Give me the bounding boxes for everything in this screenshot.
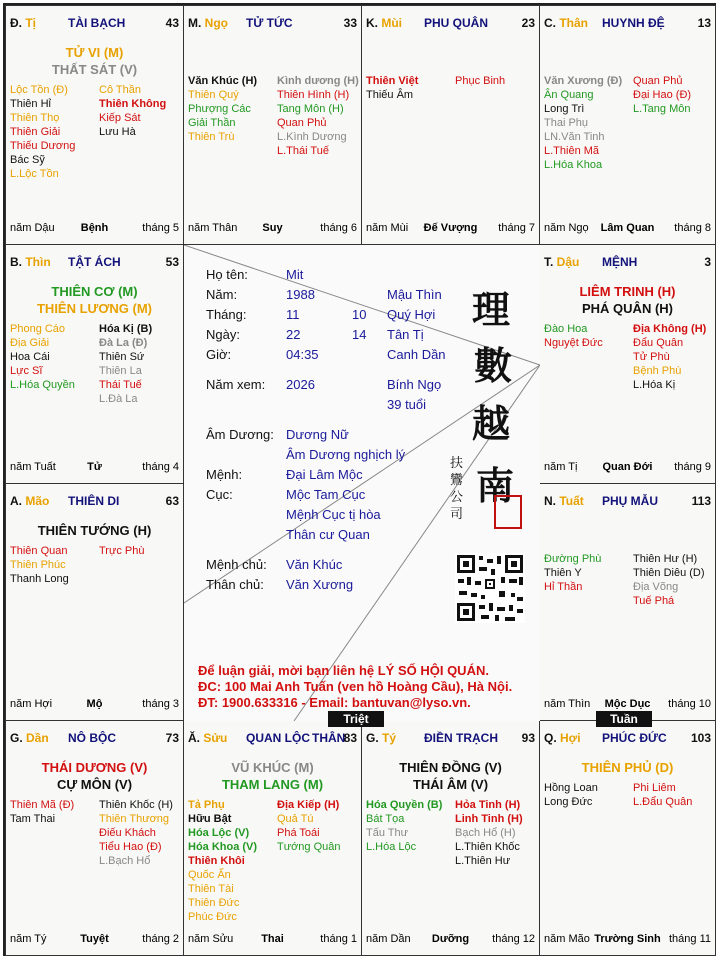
star-item: Thiếu Dương [10, 140, 76, 152]
star-item: Bác Sỹ [10, 154, 45, 166]
star-item: L.Bạch Hổ [99, 855, 151, 867]
stars-column-left [10, 544, 69, 586]
palace-year: năm Mùi [366, 222, 409, 234]
stars-column-right [633, 781, 692, 809]
palace-branch: Đ. Tị [10, 16, 37, 30]
star-item: Thiên Hỉ [10, 98, 51, 110]
palace-year: năm Tị [544, 461, 578, 473]
view-year-lunar: Bính Ngọ [387, 377, 442, 392]
name-label: Họ tên: [206, 267, 248, 282]
star-item: L.Thiên Khốc [455, 841, 520, 853]
star-item: Trực Phù [99, 545, 145, 557]
hour-value: 04:35 [286, 347, 319, 362]
palace-title: THIÊN DI [68, 494, 120, 508]
palace-footer [10, 698, 179, 712]
main-star: THAM LANG (M) [221, 777, 324, 792]
palace-branch: Ă. Sửu [188, 731, 228, 745]
palace-month: tháng 12 [492, 933, 535, 945]
qr-code-icon[interactable] [455, 553, 525, 623]
palace-footer [188, 222, 357, 236]
palace-stage: Tuyệt [80, 933, 109, 945]
palace-year: năm Thân [188, 222, 238, 234]
cuc-relation: Mệnh Cục tị hòa [286, 507, 381, 522]
than-chu-label: Thân chủ: [206, 577, 264, 592]
palace-mao[interactable] [5, 483, 184, 721]
palace-thin[interactable] [5, 244, 184, 484]
palace-year: năm Sửu [188, 933, 234, 945]
star-item: Thiên Thọ [10, 112, 60, 124]
triet-tag: Triệt [328, 711, 384, 727]
star-item: Tử Phù [633, 351, 670, 363]
palace-branch: G. Tý [366, 731, 397, 745]
star-item: L.Hóa Kị [633, 379, 676, 391]
palace-year: năm Mão [544, 933, 590, 945]
star-item: Văn Xương (Đ) [544, 75, 623, 87]
palace-month: tháng 1 [320, 933, 357, 945]
star-item: Thiên Tài [188, 883, 234, 895]
main-star: THIÊN CƠ (M) [51, 284, 138, 299]
star-item: Thiên Không [99, 98, 167, 110]
palace-footer [10, 461, 179, 475]
main-stars [184, 759, 361, 793]
main-star: CỰ MÔN (V) [56, 777, 133, 792]
palace-branch: K. Mùi [366, 16, 403, 30]
palace-number: 43 [165, 16, 179, 30]
stars-column-left [544, 74, 622, 172]
palace-number: 13 [697, 16, 711, 30]
month-label: Tháng: [206, 307, 247, 322]
main-star: THÁI DƯƠNG (V) [41, 760, 148, 775]
palace-number: 3 [704, 255, 711, 269]
palace-month: tháng 6 [320, 222, 357, 234]
palace-branch: C. Thân [544, 16, 589, 30]
star-item: Lộc Tồn (Đ) [10, 84, 68, 96]
palace-branch: M. Ngọ [188, 16, 228, 30]
star-item: Thiên Y [544, 567, 582, 579]
day-lunar-number: 14 [352, 327, 367, 342]
am-duong-label: Âm Dương: [206, 427, 274, 442]
cuc-label: Cục: [206, 487, 233, 502]
star-item: Hóa Khoa (V) [188, 841, 258, 853]
palace-month: tháng 4 [142, 461, 179, 473]
star-item: Long Đức [544, 796, 593, 808]
stars-column-left [10, 83, 75, 181]
center-info-panel [184, 245, 540, 721]
star-item: Thiên La [99, 365, 142, 377]
star-item: Hóa Kị (B) [99, 323, 153, 335]
stars-column-right [633, 322, 706, 392]
palace-mui[interactable] [361, 5, 540, 245]
contact-line-1: Để luận giải, mời bạn liên hệ LÝ SỐ HỘI QUÁN. [198, 663, 489, 678]
palace-branch: Q. Hợi [544, 731, 581, 745]
stars-column-right [99, 83, 166, 139]
palace-year: năm Ngọ [544, 222, 589, 234]
view-year-label: Năm xem: [206, 377, 266, 392]
star-item: Quan Phủ [633, 75, 683, 87]
menh-value: Đại Lâm Mộc [286, 467, 363, 482]
month-lunar: Quý Hợi [387, 307, 436, 322]
star-item: Giải Thần [188, 117, 236, 129]
main-star: TỬ VI (M) [65, 45, 124, 60]
star-item: Thiên Việt [366, 75, 419, 87]
palace-number: 63 [165, 494, 179, 508]
star-item: L.Tang Môn [633, 103, 691, 115]
palace-header [10, 16, 179, 30]
star-item: Thiên Giải [10, 126, 61, 138]
star-item: Phượng Các [188, 103, 251, 115]
palace-hoi[interactable] [539, 720, 716, 956]
stars-column-left [10, 798, 74, 826]
palace-title: MỆNH [602, 255, 638, 269]
star-item: Thiên Trù [188, 131, 235, 143]
stars-column-left [544, 322, 603, 350]
main-stars [6, 759, 183, 793]
star-item: Tả Phụ [188, 799, 225, 811]
palace-header [544, 16, 711, 30]
palace-branch: B. Thìn [10, 255, 51, 269]
star-item: Thiên Quan [10, 545, 68, 557]
palace-number: 113 [691, 494, 711, 508]
month-lunar-number: 10 [352, 307, 367, 322]
contact-line-2: ĐC: 100 Mai Anh Tuấn (ven hồ Hoàng Cầu), Hà Nội. [198, 679, 513, 694]
main-star: THIÊN TƯỚNG (H) [37, 523, 152, 538]
main-stars [540, 283, 715, 317]
star-item: Tiểu Hao (Đ) [99, 841, 162, 853]
main-star: LIÊM TRINH (H) [579, 284, 676, 299]
star-item: L.Hóa Quyền [10, 379, 75, 391]
contact-line-3[interactable]: ĐT: 1900.633316 - Email: bantuvan@lyso.vn. [198, 695, 471, 710]
main-star: THIÊN ĐỒNG (V) [399, 760, 502, 775]
palace-header [544, 731, 711, 745]
palace-header [10, 494, 179, 508]
star-item: Linh Tinh (H) [455, 813, 523, 825]
year-label: Năm: [206, 287, 238, 302]
star-item: Tấu Thư [366, 827, 409, 839]
star-item: Hóa Lộc (V) [188, 827, 250, 839]
palace-footer [544, 461, 711, 475]
star-item: Thai Phụ [544, 117, 589, 129]
palace-dau[interactable] [539, 244, 716, 484]
palace-suu[interactable] [183, 720, 362, 956]
day-lunar: Tân Tị [387, 327, 424, 342]
main-stars [6, 283, 183, 317]
star-item: Phi Liêm [633, 782, 676, 794]
stars-column-right [277, 74, 359, 158]
star-item: Thiên Diêu (D) [633, 567, 705, 579]
star-item: Thiên Sứ [99, 351, 145, 363]
than-chu-value: Văn Xương [286, 577, 354, 592]
palace-branch: A. Mão [10, 494, 50, 508]
palace-footer [544, 698, 711, 712]
palace-stage: Thai [261, 933, 284, 945]
am-duong-note: Âm Dương nghịch lý [286, 447, 406, 462]
name-value: Mit [286, 267, 304, 282]
star-item: Lực Sĩ [10, 365, 43, 377]
palace-ti[interactable] [5, 5, 184, 245]
stars-column-left [10, 322, 75, 392]
star-item: Hồng Loan [544, 782, 598, 794]
stars-column-left [366, 74, 418, 102]
palace-month: tháng 7 [498, 222, 535, 234]
star-item: Địa Không (H) [633, 323, 707, 335]
star-item: Tam Thai [10, 813, 56, 825]
palace-number: 73 [165, 731, 179, 745]
palace-month: tháng 8 [674, 222, 711, 234]
star-item: Long Trì [544, 103, 585, 115]
main-star: THÁI ÂM (V) [412, 777, 489, 792]
star-item: Hỉ Thần [544, 581, 583, 593]
star-item: Đào Hoa [544, 323, 588, 335]
main-stars [6, 44, 183, 78]
hour-lunar: Canh Dần [387, 347, 446, 362]
star-item: Bạch Hổ (H) [455, 827, 516, 839]
star-item: Kiếp Sát [99, 112, 141, 124]
main-star: THẤT SÁT (V) [51, 62, 138, 77]
year-lunar: Mậu Thìn [387, 287, 442, 302]
day-label: Ngày: [206, 327, 240, 342]
palace-stage: Bệnh [80, 222, 109, 234]
star-item: Kình dương (H) [277, 75, 359, 87]
palace-footer [366, 933, 535, 947]
star-item: Địa Kiếp (H) [277, 799, 340, 811]
palace-title: TẬT ÁCH [68, 255, 121, 269]
palace-footer [544, 933, 711, 947]
palace-stage: Dưỡng [431, 933, 470, 945]
palace-header [188, 16, 357, 30]
palace-title: ĐIỀN TRẠCH [424, 731, 498, 745]
main-star: THIÊN PHỦ (D) [581, 760, 674, 775]
star-item: Thiên Khốc (H) [99, 799, 173, 811]
menh-chu-label: Mệnh chủ: [206, 557, 267, 572]
star-item: L.Hóa Khoa [544, 159, 603, 171]
palace-branch: G. Dần [10, 731, 49, 745]
star-item: Hữu Bật [188, 813, 232, 825]
main-stars [6, 522, 183, 539]
palace-number: 83 [343, 731, 357, 745]
month-solar: 11 [286, 307, 300, 322]
palace-title: HUYNH ĐỆ [602, 16, 665, 30]
star-item: Tướng Quân [277, 841, 341, 853]
stars-column-right [633, 552, 705, 608]
view-year-value: 2026 [286, 377, 315, 392]
palace-title: PHU QUÂN [424, 16, 489, 30]
am-duong-value: Dương Nữ [286, 427, 349, 442]
star-item: L.Thiên Mã [544, 145, 600, 157]
palace-title: PHÚC ĐỨC [602, 731, 667, 745]
star-item: Hóa Quyền (B) [366, 799, 443, 811]
star-item: Thái Tuế [99, 379, 142, 391]
palace-header [544, 255, 711, 269]
palace-stage: Trường Sinh [594, 933, 661, 945]
palace-header [366, 16, 535, 30]
star-item: Bát Tọa [366, 813, 405, 825]
palace-stage: Tử [87, 461, 102, 473]
palace-footer [188, 933, 357, 947]
stars-column-right [99, 322, 152, 406]
star-item: Thiếu Âm [366, 89, 414, 101]
seal-text: 扶 鸞 公 司 [450, 456, 464, 522]
star-item: L.Đẩu Quân [633, 796, 693, 808]
calligraphy-char-4: 南 [476, 463, 515, 508]
tuvi-chart [3, 3, 716, 956]
palace-number: 33 [343, 16, 357, 30]
stars-column-left [544, 552, 601, 594]
palace-header [544, 494, 711, 508]
palace-header [10, 731, 179, 745]
palace-month: tháng 2 [142, 933, 179, 945]
main-star: THIÊN LƯƠNG (M) [36, 301, 153, 316]
star-item: Phá Toái [277, 827, 320, 839]
star-item: Thiên Đức [188, 897, 240, 909]
star-item: L.Hóa Lộc [366, 841, 417, 853]
stars-column-right [455, 74, 505, 88]
palace-ngo[interactable] [183, 5, 362, 245]
star-item: Phúc Đức [188, 911, 237, 923]
stars-column-right [277, 798, 341, 854]
palace-footer [366, 222, 535, 236]
star-item: Phong Cáo [10, 323, 66, 335]
palace-stage: Suy [262, 222, 283, 234]
palace-header [10, 255, 179, 269]
menh-chu-value: Văn Khúc [286, 557, 343, 572]
star-item: Ân Quang [544, 89, 594, 101]
calligraphy-char-3: 越 [472, 401, 511, 446]
palace-stage: Quan Đới [602, 461, 653, 473]
star-item: Tuế Phá [633, 595, 675, 607]
star-item: Thanh Long [10, 573, 69, 585]
palace-ty[interactable] [361, 720, 540, 956]
star-item: L.Thiên Hư [455, 855, 511, 867]
day-solar: 22 [286, 327, 301, 342]
star-item: Thiên Quý [188, 89, 239, 101]
star-item: Đại Hao (Đ) [633, 89, 692, 101]
star-item: Thiên Khôi [188, 855, 245, 867]
star-item: Thiên Hư (H) [633, 553, 698, 565]
palace-title: TỬ TỨC [246, 16, 293, 30]
main-stars [540, 759, 715, 776]
star-item: Lưu Hà [99, 126, 136, 138]
star-item: Thiên Thương [99, 813, 170, 825]
star-item: L.Kình Dương [277, 131, 347, 143]
palace-header [366, 731, 535, 745]
palace-month: tháng 3 [142, 698, 179, 710]
age-value: 39 tuổi [387, 397, 427, 412]
stars-column-right [99, 798, 173, 868]
star-item: L.Thái Tuế [277, 145, 329, 157]
palace-number: 93 [521, 731, 535, 745]
palace-title: NÔ BỘC [68, 731, 116, 745]
star-item: Cô Thần [99, 84, 141, 96]
palace-than[interactable] [539, 5, 716, 245]
star-item: Bệnh Phù [633, 365, 682, 377]
star-item: Quan Phủ [277, 117, 327, 129]
palace-title: QUAN LỘC [246, 731, 310, 745]
star-item: Đường Phù [544, 553, 602, 565]
star-item: Quốc Ấn [188, 869, 231, 881]
star-item: Quả Tú [277, 813, 314, 825]
palace-number: 23 [521, 16, 535, 30]
red-seal-stamp [494, 495, 522, 529]
cuc-value: Mộc Tam Cục [286, 487, 366, 502]
hour-label: Giờ: [206, 347, 232, 362]
star-item: Thiên Hình (H) [277, 89, 350, 101]
palace-title: PHỤ MẪU [602, 494, 658, 508]
main-star: VŨ KHÚC (M) [231, 760, 314, 775]
palace-branch: T. Dậu [544, 255, 580, 269]
tuan-tag: Tuần [596, 711, 652, 727]
menh-label: Mệnh: [206, 467, 243, 482]
palace-month: tháng 5 [142, 222, 179, 234]
palace-stage: Mộc Dục [604, 698, 651, 710]
main-star: PHÁ QUÂN (H) [582, 301, 673, 316]
star-item: Đà La (Đ) [99, 337, 148, 349]
palace-year: năm Tuất [10, 461, 56, 473]
star-item: L.Đà La [99, 393, 138, 405]
star-item: Hỏa Tinh (H) [455, 799, 521, 811]
star-item: L.Lộc Tồn [10, 168, 59, 180]
palace-title: TÀI BẠCH [68, 16, 126, 30]
than-cu: Thân cư Quan [286, 527, 370, 542]
calligraphy-char-1: 理 [472, 287, 511, 332]
calligraphy-char-2: 數 [474, 343, 513, 388]
palace-number: 103 [690, 731, 711, 745]
star-item: Tang Môn (H) [277, 103, 344, 115]
palace-stage: Mộ [86, 698, 103, 710]
star-item: LN.Văn Tinh [544, 131, 605, 143]
palace-footer [10, 933, 179, 947]
palace-tuat[interactable] [539, 483, 716, 721]
palace-footer [544, 222, 711, 236]
stars-column-left [366, 798, 442, 854]
star-item: Văn Khúc (H) [188, 75, 258, 87]
stars-column-right [455, 798, 523, 868]
palace-year: năm Thìn [544, 698, 591, 710]
star-item: Hoa Cái [10, 351, 50, 363]
palace-year: năm Dậu [10, 222, 55, 234]
palace-stage: Lâm Quan [600, 222, 655, 234]
stars-column-left [188, 74, 257, 144]
star-item: Phục Binh [455, 75, 506, 87]
star-item: Điếu Khách [99, 827, 156, 839]
stars-column-left [188, 798, 257, 924]
stars-column-right [99, 544, 144, 558]
star-item: Thiên Mã (Đ) [10, 799, 75, 811]
palace-stage: Đế Vượng [423, 222, 478, 234]
palace-footer [10, 222, 179, 236]
palace-branch: N. Tuất [544, 494, 584, 508]
palace-month: tháng 11 [668, 933, 711, 945]
year-solar: 1988 [286, 287, 315, 302]
star-item: Đẩu Quân [633, 337, 684, 349]
star-item: Địa Giải [10, 337, 50, 349]
palace-month: tháng 9 [674, 461, 711, 473]
palace-year: năm Dần [366, 933, 411, 945]
stars-column-left [544, 781, 598, 809]
than-marker: THÂN [312, 731, 346, 745]
palace-month: tháng 10 [668, 698, 711, 710]
palace-header [188, 731, 357, 745]
palace-dan[interactable] [5, 720, 184, 956]
main-stars [362, 759, 539, 793]
star-item: Nguyệt Đức [544, 337, 603, 349]
star-item: Thiên Phúc [10, 559, 66, 571]
stars-column-right [633, 74, 691, 116]
palace-year: năm Hợi [10, 698, 53, 710]
palace-number: 53 [165, 255, 179, 269]
star-item: Địa Võng [633, 581, 679, 593]
palace-year: năm Tý [10, 933, 47, 945]
